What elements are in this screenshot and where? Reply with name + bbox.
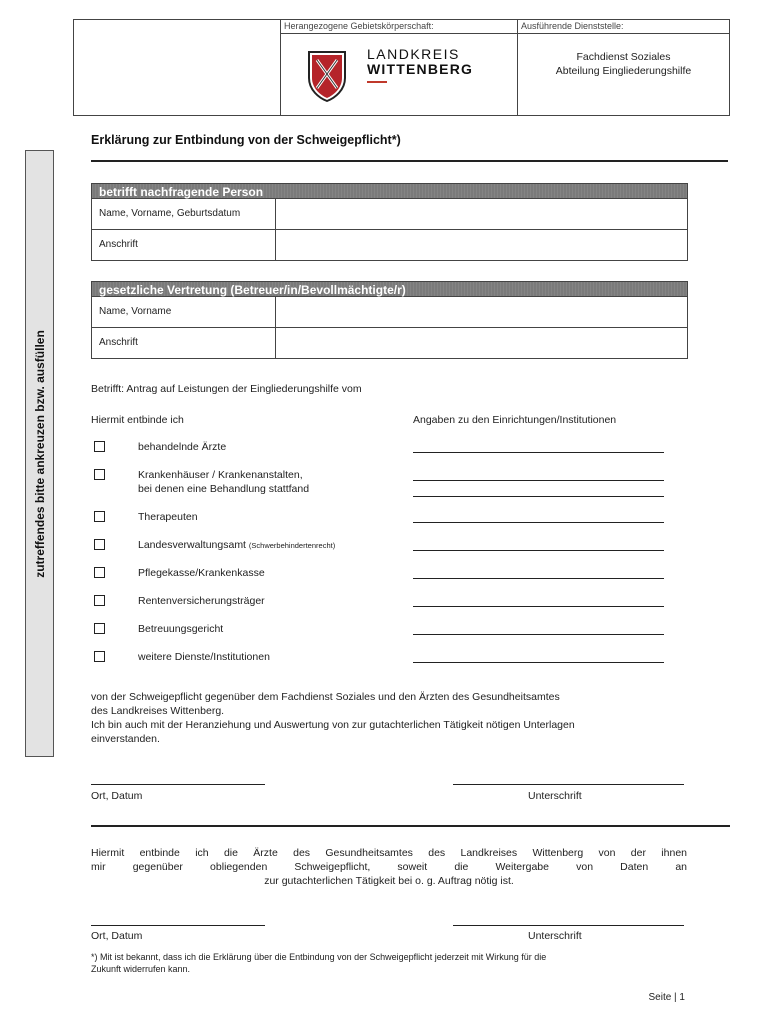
logo-accent-bar xyxy=(367,81,387,83)
logo-line2: WITTENBERG xyxy=(367,61,474,77)
header-empty-cell xyxy=(74,20,280,115)
release-intro: Hiermit entbinde ich xyxy=(91,414,184,426)
rep-name-label: Name, Vorname xyxy=(99,306,172,317)
option-other-services: weitere Dienste/Institutionen xyxy=(138,651,270,663)
person-address-label: Anschrift xyxy=(99,239,138,250)
checkbox-hospitals[interactable] xyxy=(94,469,105,480)
section-representation xyxy=(91,281,688,359)
consent-line3: Ich bin auch mit der Heranziehung und Auswertung von zur gutachterlichen Tätigkeit nötigen Unterlagen xyxy=(91,719,575,731)
institution-line-hospitals-2[interactable] xyxy=(413,496,664,497)
consent-line1: von der Schweigepflicht gegenüber dem Fachdienst Soziales und den Ärzten des Gesundheitsamtes xyxy=(91,691,560,703)
coat-of-arms-icon xyxy=(307,50,347,102)
institutions-heading: Angaben zu den Einrichtungen/Institutionen xyxy=(413,414,617,426)
person-name-row xyxy=(91,199,688,230)
signature-line-2[interactable] xyxy=(453,925,684,926)
institution-line-doctors[interactable] xyxy=(413,452,664,453)
option-hospitals-line1: Krankenhäuser / Krankenanstalten, xyxy=(138,469,303,481)
office-line1: Fachdienst Soziales xyxy=(576,51,671,63)
release2-paragraph xyxy=(91,846,687,888)
option-state-office-note: (Schwerbehindertenrecht) xyxy=(248,541,336,550)
checkbox-pension-insurance[interactable] xyxy=(94,595,105,606)
release2-line3: zur gutachterlichen Tätigkeit bei o. g. Auftrag nötig ist. xyxy=(264,875,514,887)
place-date-label-2: Ort, Datum xyxy=(91,930,143,942)
subject-line: Betrifft: Antrag auf Leistungen der Eingliederungshilfe vom xyxy=(91,383,362,395)
option-pension-insurance: Rentenversicherungsträger xyxy=(138,595,265,607)
signature-line-1[interactable] xyxy=(453,784,684,785)
institution-line-state-office[interactable] xyxy=(413,550,664,551)
office-line2: Abteilung Eingliederungshilfe xyxy=(555,65,692,77)
release2-line1: Hiermit entbinde ich die Ärzte des Gesundheitsamtes des Landkreises Wittenberg von der ihnen xyxy=(91,847,687,859)
option-hospitals xyxy=(138,468,309,496)
title-divider xyxy=(91,160,728,162)
section-person-heading: betrifft nachfragende Person xyxy=(91,183,688,199)
checkbox-therapists[interactable] xyxy=(94,511,105,522)
authority-caption: Herangezogene Gebietskörperschaft: xyxy=(281,20,517,34)
side-instruction-label: zutreffendes bitte ankreuzen bzw. ausfüllen xyxy=(32,329,47,578)
checkbox-state-office[interactable] xyxy=(94,539,105,550)
institution-line-hospitals-1[interactable] xyxy=(413,480,664,481)
section-representation-heading: gesetzliche Vertretung (Betreuer/in/Bevollmächtigte/r) xyxy=(91,281,688,297)
page-number: Seite | 1 xyxy=(648,992,685,1003)
footnote-line2: Zukunft widerrufen kann. xyxy=(91,964,191,974)
place-date-line-1[interactable] xyxy=(91,784,265,785)
page-title: Erklärung zur Entbindung von der Schweigepflicht*) xyxy=(91,133,401,147)
institution-line-pension-insurance[interactable] xyxy=(413,606,664,607)
place-date-label-1: Ort, Datum xyxy=(91,790,143,802)
option-guardianship-court: Betreuungsgericht xyxy=(138,623,224,635)
signature-label-2: Unterschrift xyxy=(528,930,582,942)
header-office-cell xyxy=(517,20,729,115)
option-state-office xyxy=(138,538,335,553)
consent-line2: des Landkreises Wittenberg. xyxy=(91,705,225,717)
option-care-insurance: Pflegekasse/Krankenkasse xyxy=(138,567,265,579)
office-name xyxy=(518,50,729,78)
side-instruction-box xyxy=(25,150,54,757)
option-hospitals-line2: bei denen eine Behandlung stattfand xyxy=(138,483,310,495)
rep-address-label: Anschrift xyxy=(99,337,138,348)
institution-line-other-services[interactable] xyxy=(413,662,664,663)
logo-wordmark xyxy=(367,47,473,77)
institution-line-care-insurance[interactable] xyxy=(413,578,664,579)
section-divider xyxy=(91,825,730,827)
checkbox-care-insurance[interactable] xyxy=(94,567,105,578)
rep-name-row xyxy=(91,297,688,328)
option-doctors: behandelnde Ärzte xyxy=(138,441,227,453)
rep-address-row xyxy=(91,328,688,359)
header-authority-cell xyxy=(280,20,517,115)
checkbox-guardianship-court[interactable] xyxy=(94,623,105,634)
footnote-line1: *) Mit ist bekannt, dass ich die Erklärung über die Entbindung von der Schweigepflicht jederzeit mit Wirkung für die xyxy=(91,952,547,962)
logo-line1: LANDKREIS xyxy=(367,46,460,62)
consent-paragraph xyxy=(91,690,691,746)
institution-line-therapists[interactable] xyxy=(413,522,664,523)
section-person xyxy=(91,183,688,261)
checkbox-doctors[interactable] xyxy=(94,441,105,452)
place-date-line-2[interactable] xyxy=(91,925,265,926)
footnote xyxy=(91,951,691,975)
person-address-row xyxy=(91,230,688,261)
signature-label-1: Unterschrift xyxy=(528,790,582,802)
institution-line-guardianship-court[interactable] xyxy=(413,634,664,635)
option-therapists: Therapeuten xyxy=(138,511,198,523)
consent-line4: einverstanden. xyxy=(91,733,160,745)
office-caption: Ausführende Dienststelle: xyxy=(518,20,729,34)
checkbox-other-services[interactable] xyxy=(94,651,105,662)
release2-line2: mir gegenüber obliegenden Schweigepflicht, soweit die Weitergabe von Daten an xyxy=(91,861,687,873)
form-header xyxy=(73,19,730,116)
option-state-office-label: Landesverwaltungsamt xyxy=(138,539,246,551)
person-name-label: Name, Vorname, Geburtsdatum xyxy=(99,208,241,219)
